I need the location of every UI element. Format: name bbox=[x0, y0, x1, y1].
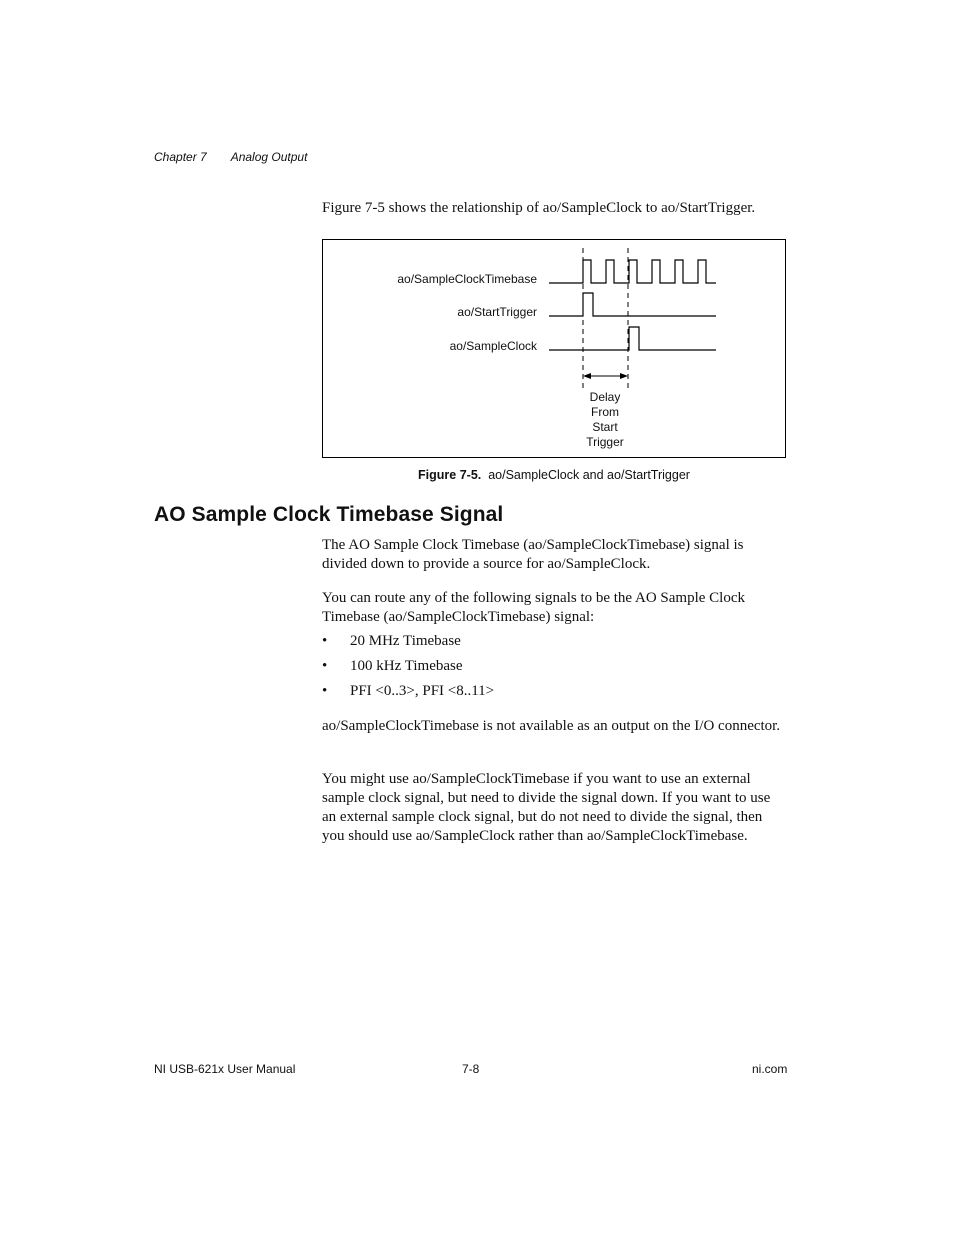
list-item-text: 20 MHz Timebase bbox=[350, 633, 461, 649]
waveform-sample-clock-timebase bbox=[549, 260, 716, 283]
footer-manual-title: NI USB-621x User Manual bbox=[154, 1062, 296, 1076]
timing-diagram-figure bbox=[322, 239, 786, 458]
paragraph-2 bbox=[322, 589, 788, 627]
chapter-label: Chapter 7 bbox=[154, 150, 207, 164]
signal-label-start-trigger: ao/StartTrigger bbox=[457, 305, 537, 319]
figure-caption-text: ao/SampleClock and ao/StartTrigger bbox=[488, 468, 690, 482]
paragraph-text: The AO Sample Clock Timebase (ao/SampleClockTimebase) signal is divided down to provide a source for ao/SampleClock. bbox=[322, 537, 744, 572]
intro-paragraph: Figure 7-5 shows the relationship of ao/SampleClock to ao/StartTrigger. bbox=[322, 200, 756, 216]
delay-annotation-line: From bbox=[591, 405, 619, 419]
arrow-head-right bbox=[620, 373, 628, 379]
delay-annotation-line: Trigger bbox=[586, 435, 624, 449]
timing-diagram bbox=[323, 240, 785, 457]
section-heading: AO Sample Clock Timebase Signal bbox=[154, 503, 504, 526]
waveform-start-trigger bbox=[549, 293, 716, 316]
waveform-sample-clock bbox=[549, 327, 716, 350]
paragraph-text: You can route any of the following signals to be the AO Sample Clock Timebase (ao/SampleClockTimebase) signal: bbox=[322, 590, 746, 625]
arrow-head-left bbox=[583, 373, 591, 379]
footer-page-number: 7-8 bbox=[462, 1062, 480, 1076]
list-item-text: PFI <0..3>, PFI <8..11> bbox=[350, 683, 495, 699]
figure-caption bbox=[322, 468, 786, 482]
figure-caption-label: Figure 7-5. bbox=[418, 468, 482, 482]
list-item bbox=[322, 683, 494, 700]
list-item bbox=[322, 633, 461, 650]
signal-label-timebase: ao/SampleClockTimebase bbox=[397, 272, 537, 286]
delay-annotation-line: Delay bbox=[589, 390, 621, 404]
paragraph-1 bbox=[322, 536, 788, 574]
bullet-marker: • bbox=[322, 683, 328, 699]
delay-annotation-line: Start bbox=[592, 420, 618, 434]
signal-label-sample-clock: ao/SampleClock bbox=[449, 339, 537, 353]
paragraph-text: You might use ao/SampleClockTimebase if you want to use an external sample clock signal, but need to divide the signal down. If you want to use an external sample clock signal, but do not need to divide the signal, then you should use ao/SampleClock rather than ao/SampleClockTimebase. bbox=[322, 771, 771, 844]
bullet-marker: • bbox=[322, 633, 328, 649]
running-header bbox=[154, 150, 307, 164]
bullet-marker: • bbox=[322, 658, 328, 674]
paragraph-4 bbox=[322, 770, 786, 846]
list-item-text: 100 kHz Timebase bbox=[350, 658, 463, 674]
footer-website: ni.com bbox=[752, 1062, 788, 1076]
section-label: Analog Output bbox=[230, 150, 308, 164]
list-item bbox=[322, 658, 463, 675]
paragraph-text: ao/SampleClockTimebase is not available as an output on the I/O connector. bbox=[322, 718, 781, 734]
paragraph-3 bbox=[322, 717, 788, 736]
